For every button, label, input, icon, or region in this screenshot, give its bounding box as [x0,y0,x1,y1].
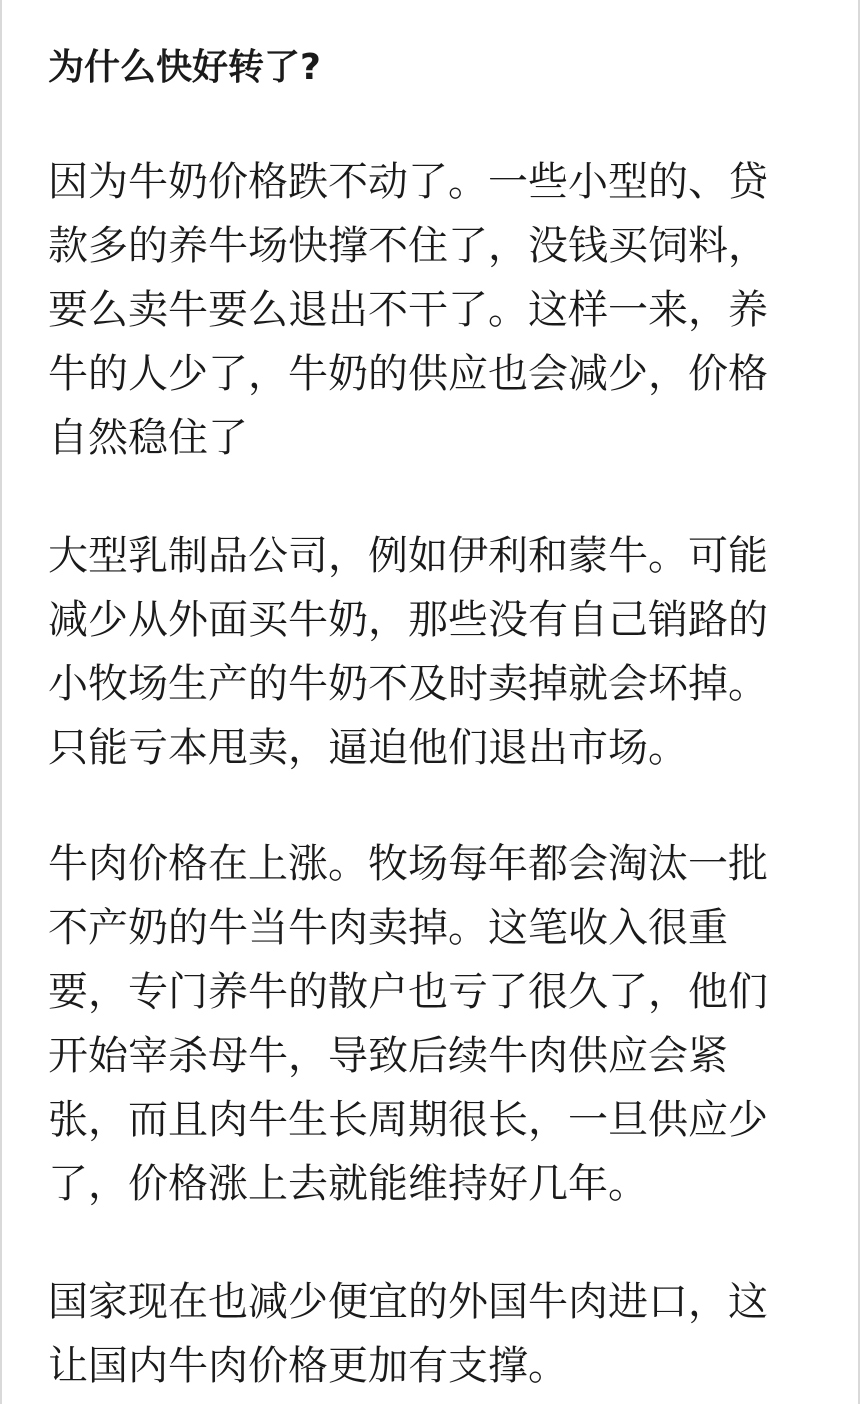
article-heading: 为什么快好转了? [48,47,321,88]
text-line: 因为牛奶价格跌不动了。一些小型的、贷 [48,159,768,205]
text-line: 只能亏本甩卖，逼迫他们退出市场。 [48,725,688,771]
text-line: 自然稳住了 [48,415,248,461]
text-line: 让国内牛肉价格更加有支撑。 [48,1343,568,1389]
text-line: 不产奶的牛当牛肉卖掉。这笔收入很重 [48,905,728,951]
paragraph-dairy-companies [48,524,818,780]
paragraph-beef-price [48,832,818,1216]
text-line: 张，而且肉牛生长周期很长，一旦供应少 [48,1097,768,1143]
paragraph-import-policy [48,1270,818,1398]
text-line: 了，价格涨上去就能维持好几年。 [48,1161,648,1207]
text-line: 减少从外面买牛奶，那些没有自己销路的 [48,597,768,643]
text-line: 小牧场生产的牛奶不及时卖掉就会坏掉。 [48,661,768,707]
text-line: 开始宰杀母牛，导致后续牛肉供应会紧 [48,1033,728,1079]
text-line: 国家现在也减少便宜的外国牛肉进口，这 [48,1279,768,1325]
text-line: 大型乳制品公司，例如伊利和蒙牛。可能 [48,533,768,579]
text-line: 款多的养牛场快撑不住了，没钱买饲料， [48,223,768,269]
paragraph-milk-price [48,150,818,470]
text-line: 要么卖牛要么退出不干了。这样一来，养 [48,287,768,333]
text-line: 牛的人少了，牛奶的供应也会减少，价格 [48,351,768,397]
text-line: 牛肉价格在上涨。牧场每年都会淘汰一批 [48,841,768,887]
text-line: 要，专门养牛的散户也亏了很久了，他们 [48,969,768,1015]
